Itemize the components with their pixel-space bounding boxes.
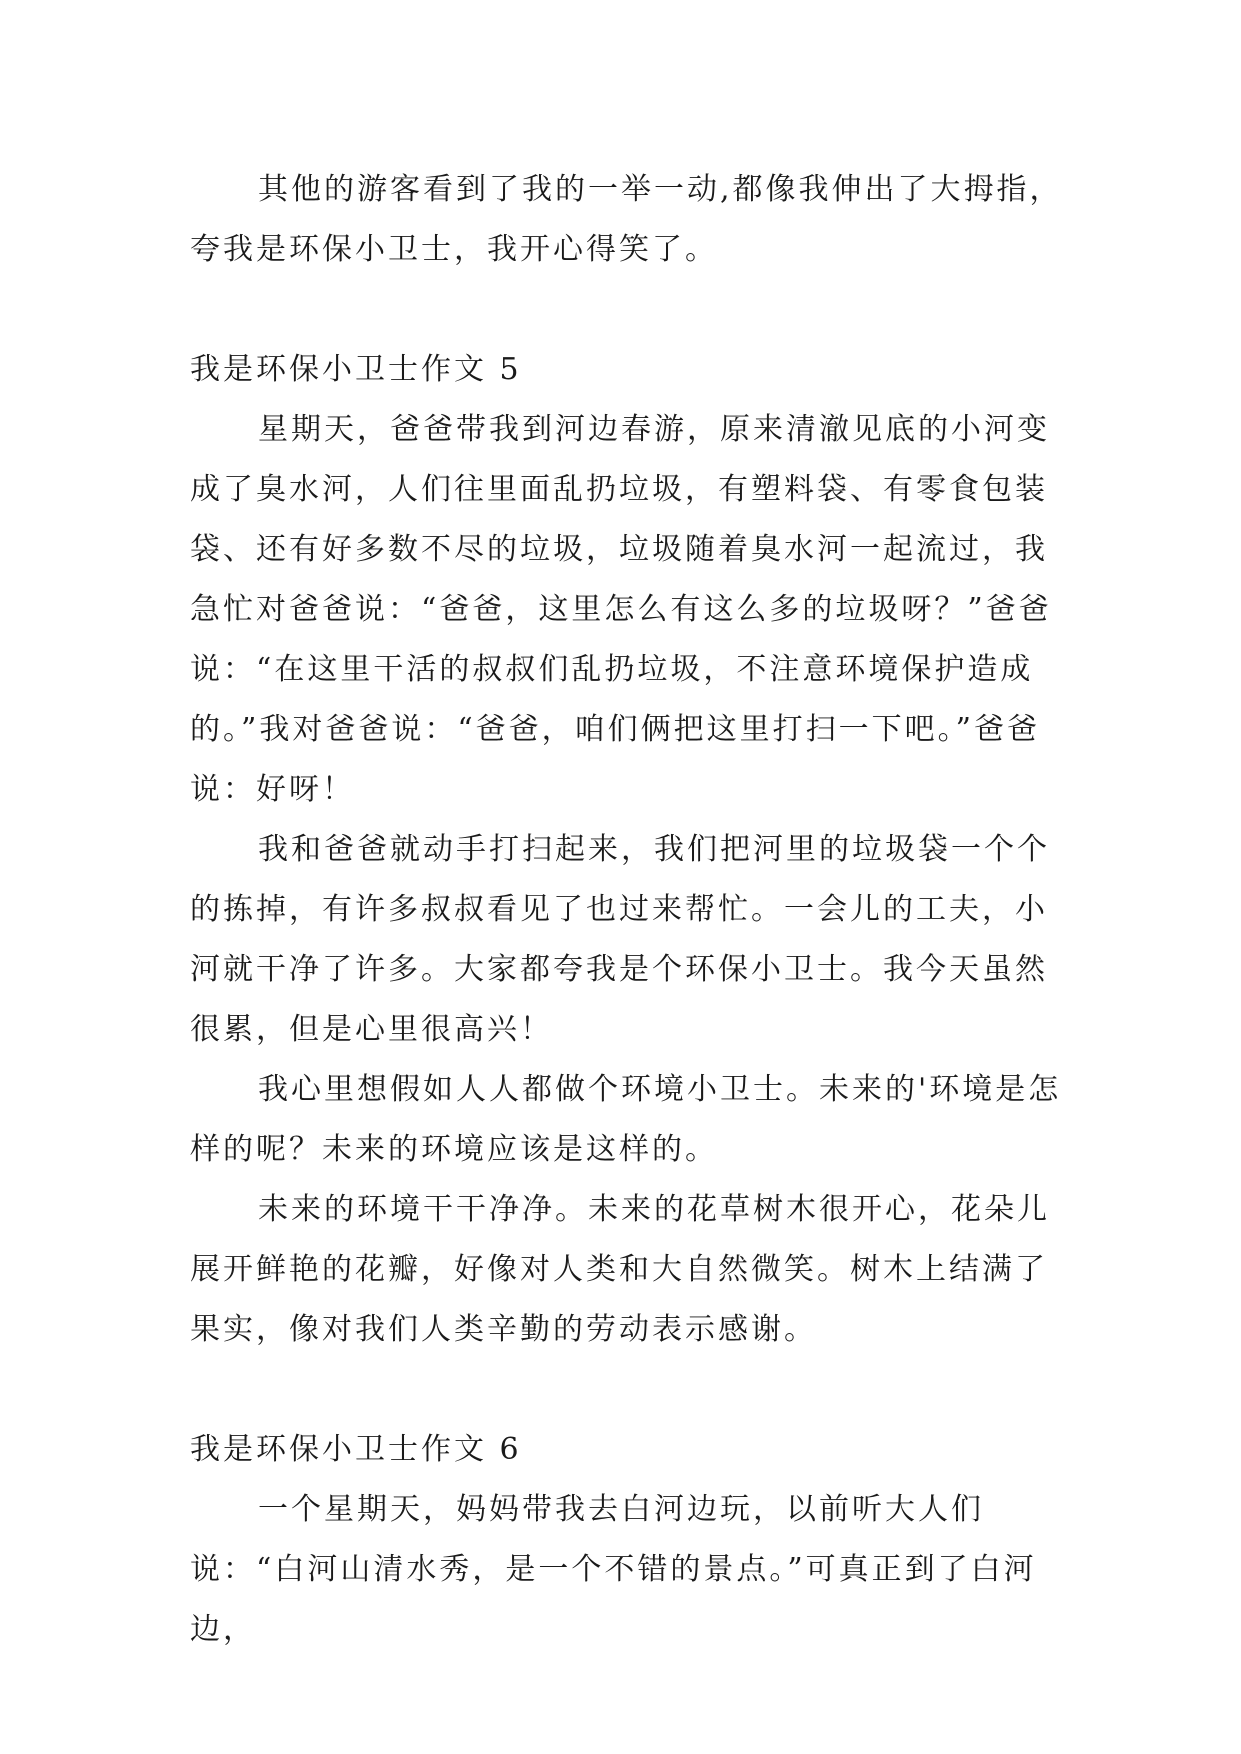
paragraph: 其他的游客看到了我的一举一动,都像我伸出了大拇指，夸我是环保小卫士，我开心得笑了。 [190,172,1063,267]
paragraph: 星期天，爸爸带我到河边春游，原来清澈见底的小河变成了臭水河，人们往里面乱扔垃圾，有塑料袋、有零食包装袋、还有好多数不尽的垃圾，垃圾随着臭水河一起流过，我急忙对爸爸说：“爸爸，这里怎么有这么多的垃圾呀？”爸爸说：“在这里干活的叔叔们乱扔垃圾，不注意环境保护造成的。”我对爸爸说：“爸爸，咱们俩把这里打扫一下吧。”爸爸说：好呀！ [190,412,1052,807]
paragraph: 我和爸爸就动手打扫起来，我们把河里的垃圾袋一个个的拣掉，有许多叔叔看见了也过来帮忙。一会儿的工夫，小河就干净了许多。大家都夸我是个环保小卫士。我今天虽然很累，但是心里很高兴！ [190,832,1050,1047]
paragraph: 我心里想假如人人都做个环境小卫士。未来的'环境是怎样的呢？未来的环境应该是这样的。 [190,1072,1062,1167]
paragraph: 一个星期天，妈妈带我去白河边玩，以前听大人们说：“白河山清水秀，是一个不错的景点。”可真正到了白河边， [190,1492,1037,1647]
document-body [190,160,1070,1660]
paragraph: 未来的环境干干净净。未来的花草树木很开心，花朵儿展开鲜艳的花瓣，好像对人类和大自然微笑。树木上结满了果实，像对我们人类辛勤的劳动表示感谢。 [190,1192,1050,1347]
essay-heading-6: 我是环保小卫士作文 6 [190,1432,522,1467]
essay-heading-5: 我是环保小卫士作文 5 [190,352,522,387]
